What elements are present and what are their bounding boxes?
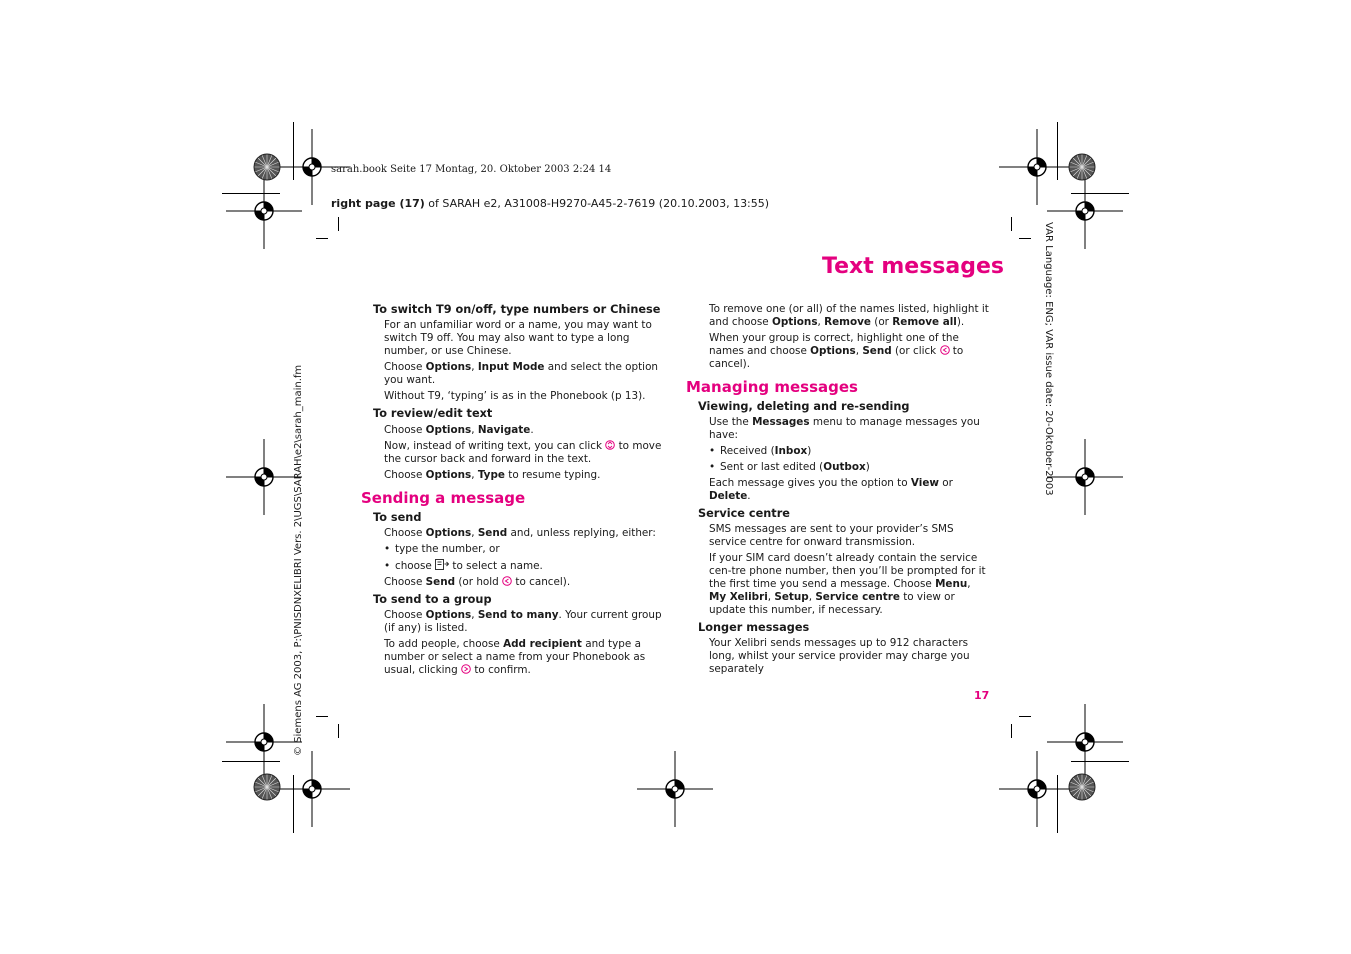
send-bullet-2: • choose to select a name. [373, 559, 666, 573]
phonebook-icon [435, 559, 449, 570]
viewing-bullet-1: • Received (Inbox) [698, 445, 989, 458]
viewing-bullet-2: • Sent or last edited (Outbox) [698, 461, 989, 474]
remove-paragraph-2: When your group is correct, highlight one of the names and choose Options, Send (or click to cancel). [709, 332, 964, 370]
page-title: Text messages [822, 254, 1005, 279]
t9-paragraph-3: Without T9, ‘typing’ is as in the Phonebook (p 13). [384, 390, 646, 402]
heading-group: To send to a group [373, 593, 492, 606]
heading-viewing: Viewing, deleting and re-sending [698, 400, 910, 413]
heading-review: To review/edit text [373, 407, 493, 420]
send-paragraph-2: Choose Send (or hold to cancel). [384, 576, 571, 588]
cancel-key-icon [940, 345, 950, 355]
right-column [686, 303, 989, 676]
file-slug: sarah.book Seite 17 Montag, 20. Oktober 2003 2:24 14 [331, 164, 612, 175]
send-bullet-1: • type the number, or [373, 543, 666, 556]
viewing-paragraph-1: Use the Messages menu to manage messages you have: [709, 416, 980, 441]
cancel-key-icon [502, 576, 512, 586]
group-paragraph-2: To add people, choose Add recipient and type a number or select a name from your Phonebook as usual, clicking to confirm. [384, 638, 646, 676]
left-column [361, 303, 666, 677]
review-paragraph-1: Choose Options, Navigate. [384, 424, 534, 436]
heading-t9: To switch T9 on/off, type numbers or Chinese [373, 303, 661, 316]
var-language-sidebar: VAR Language: ENG; VAR issue date: 20-Oktober-2003 [1043, 222, 1054, 496]
remove-paragraph-1: To remove one (or all) of the names listed, highlight it and choose Options, Remove (or Remove all). [709, 303, 989, 328]
service-paragraph-1: SMS messages are sent to your provider’s SMS service centre for onward transmission. [709, 523, 954, 548]
confirm-key-icon [461, 664, 471, 674]
t9-paragraph-2: Choose Options, Input Mode and select the option you want. [384, 361, 659, 386]
heading-to-send: To send [373, 511, 422, 524]
heading-service-centre: Service centre [698, 507, 790, 520]
navigate-key-icon [605, 440, 615, 450]
copyright-sidebar: © Siemens AG 2003, P:\PNISDNXELIBRI Vers. 2\UGS\SARAH\e2\sarah_main.fm [293, 364, 304, 756]
t9-paragraph-1: For an unfamiliar word or a name, you may want to switch T9 off. You may also want to type a long number, or use Chinese. [384, 319, 652, 357]
review-paragraph-3: Choose Options, Type to resume typing. [384, 469, 601, 481]
group-paragraph-1: Choose Options, Send to many. Your current group (if any) is listed. [384, 609, 662, 634]
review-paragraph-2: Now, instead of writing text, you can click to move the cursor back and forward in the text. [384, 440, 662, 465]
viewing-paragraph-2: Each message gives you the option to View or Delete. [709, 477, 953, 502]
longer-paragraph-1: Your Xelibri sends messages up to 912 characters long, whilst your service provider may charge you separately [709, 637, 970, 675]
heading-managing: Managing messages [686, 378, 858, 396]
page-number: 17 [974, 689, 990, 702]
heading-longer: Longer messages [698, 621, 810, 634]
send-paragraph-1: Choose Options, Send and, unless replying, either: [384, 527, 656, 539]
service-paragraph-2: If your SIM card doesn’t already contain the service cen-tre phone number, then you’ll be prompted for it the first time you send a message. Choose Menu, My Xelibri, Setup, Service centre to view or update this number, if necessary. [709, 552, 986, 616]
right-page-info: right page (17) of SARAH e2, A31008-H9270-A45-2-7619 (20.10.2003, 13:55) [331, 197, 770, 210]
heading-sending: Sending a message [361, 489, 526, 507]
